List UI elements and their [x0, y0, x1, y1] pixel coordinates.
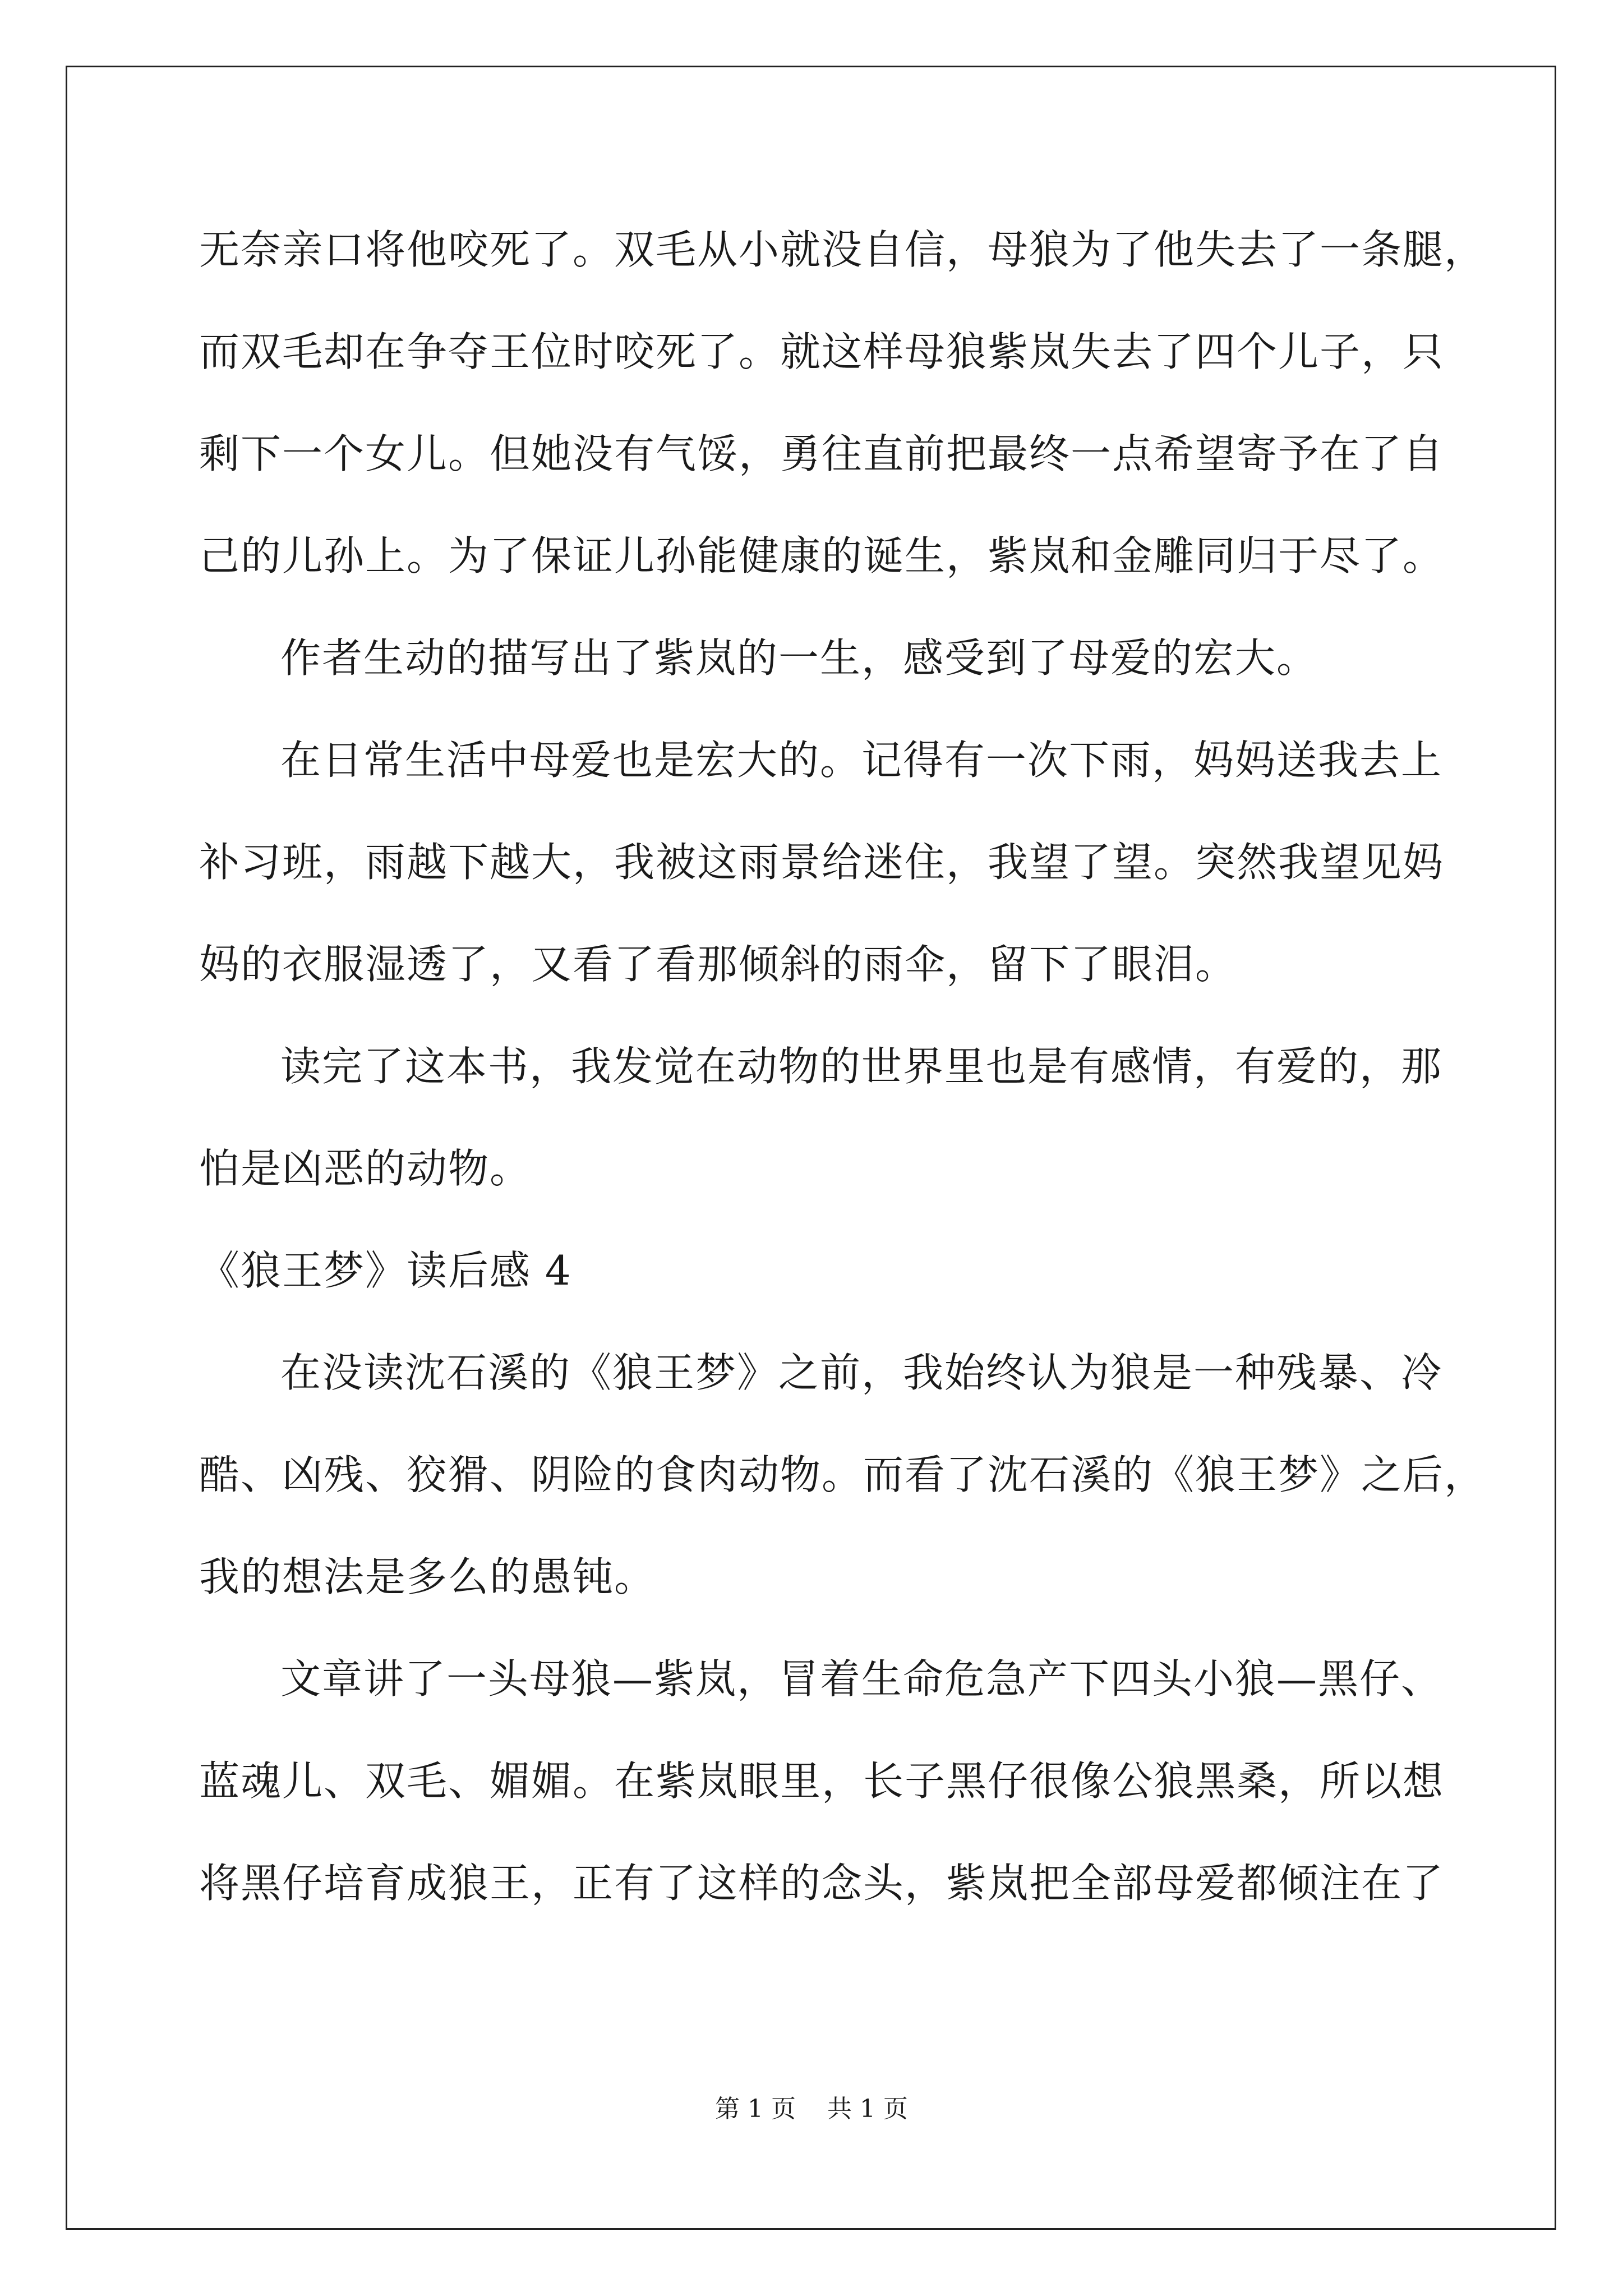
section-heading: 《狼王梦》读后感 4	[199, 1247, 572, 1294]
text-line: 妈的衣服湿透了，又看了看那倾斜的雨伞，留下了眼泪。	[199, 941, 1237, 988]
text-line: 我的想法是多么的愚钝。	[199, 1553, 656, 1600]
text-line: 补习班，雨越下越大，我被这雨景给迷住，我望了望。突然我望见妈	[199, 839, 1445, 886]
page-footer: 第 1 页 共 1 页	[715, 2095, 908, 2123]
text-line: 怕是凶恶的动物。	[199, 1145, 532, 1192]
text-line: 剩下一个女儿。但她没有气馁，勇往直前把最终一点希望寄予在了自	[199, 430, 1445, 477]
text-line: 酷、凶残、狡猾、阴险的食肉动物。而看了沈石溪的《狼王梦》之后，	[199, 1451, 1486, 1498]
text-line: 无奈亲口将他咬死了。双毛从小就没自信，母狼为了他失去了一条腿，	[199, 226, 1486, 273]
paragraph-start: 在日常生活中母爱也是宏大的。记得有一次下雨，妈妈送我去上	[280, 737, 1443, 784]
text-line: 而双毛却在争夺王位时咬死了。就这样母狼紫岚失去了四个儿子，只	[199, 328, 1445, 375]
paragraph-start: 作者生动的描写出了紫岚的一生，感受到了母爱的宏大。	[280, 634, 1318, 682]
text-line: 蓝魂儿、双毛、媚媚。在紫岚眼里，长子黑仔很像公狼黑桑，所以想	[199, 1757, 1445, 1805]
paragraph-start: 在没读沈石溪的《狼王梦》之前，我始终认为狼是一种残暴、冷	[280, 1349, 1443, 1396]
paragraph-start: 读完了这本书，我发觉在动物的世界里也是有感情，有爱的，那	[280, 1043, 1443, 1090]
text-line: 己的儿孙上。为了保证儿孙能健康的诞生，紫岚和金雕同归于尽了。	[199, 532, 1445, 579]
paragraph-start: 文章讲了一头母狼—紫岚，冒着生命危急产下四头小狼—黑仔、	[280, 1655, 1443, 1703]
text-line: 将黑仔培育成狼王，正有了这样的念头，紫岚把全部母爱都倾注在了	[199, 1860, 1445, 1907]
